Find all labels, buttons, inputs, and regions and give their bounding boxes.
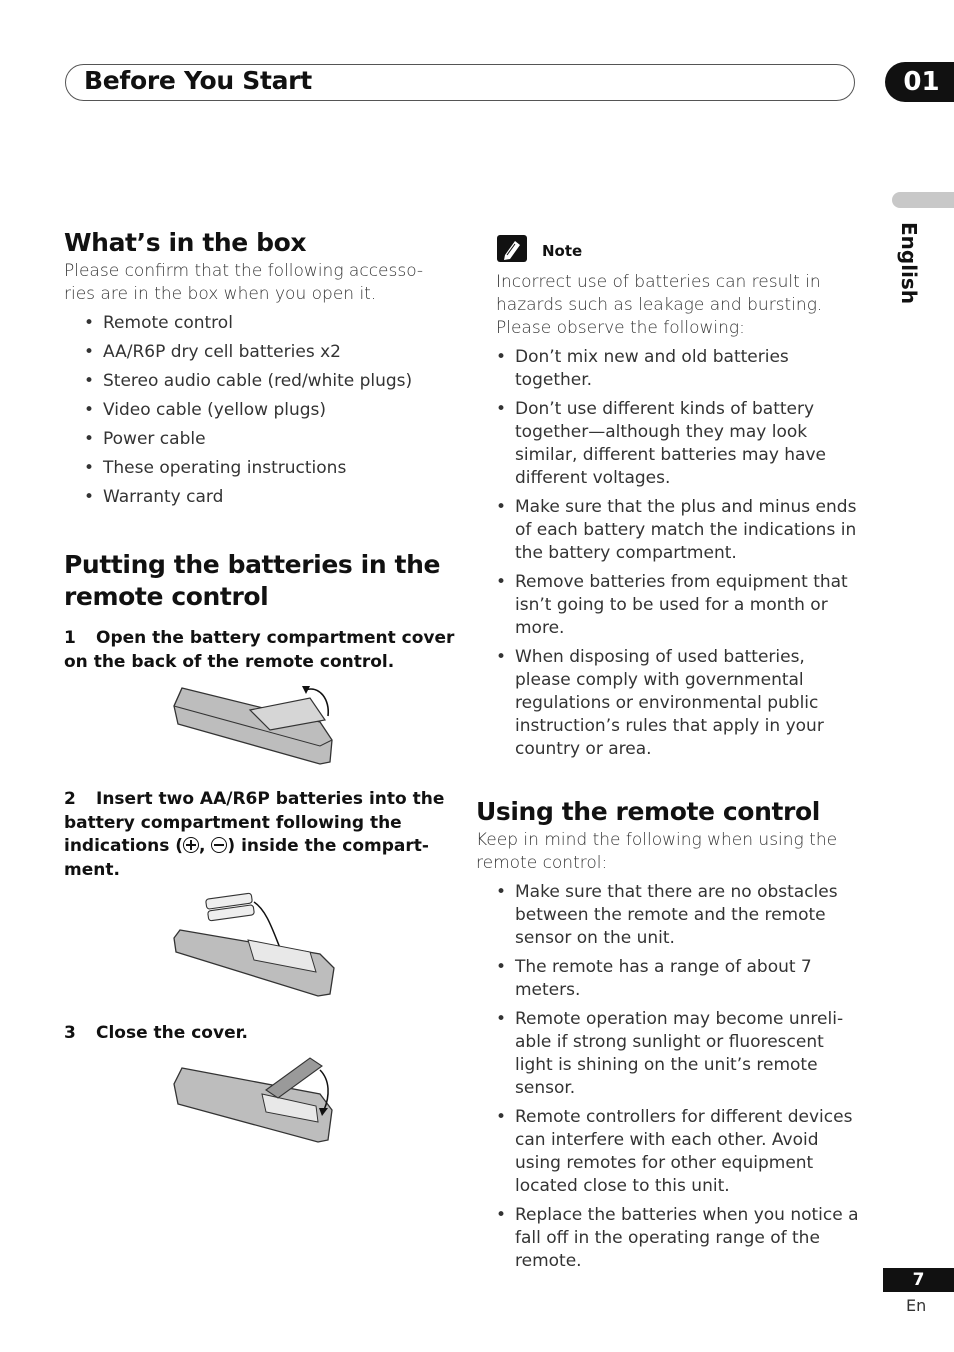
step-text: battery compartment following the [64, 812, 402, 833]
list-item: • Remove batteries from equipment that isn’t going to be used for a month or more. [496, 571, 856, 640]
list-item: • When disposing of used batteries, please comply with governmental regulations or environmental public instruction’s rules that apply in your country or area. [496, 646, 856, 761]
step-number: 1 [64, 628, 76, 648]
minus-symbol-icon [211, 837, 227, 853]
step-text: indications ( [64, 836, 184, 856]
heading-line: Putting the batteries in the [64, 550, 441, 579]
note-label: Note [542, 242, 583, 260]
list-item: • These operating instructions [84, 457, 412, 480]
heading-line: remote control [64, 582, 269, 611]
remote-open-cover-illustration [170, 680, 340, 770]
list-item: • Make sure that the plus and minus ends of each battery match the indications in the battery compartment. [496, 496, 856, 565]
step-number: 2 [64, 789, 76, 809]
language-code: En [906, 1296, 927, 1315]
remote-tips-list [496, 881, 859, 1273]
list-item: • Replace the batteries when you notice a fall off in the operating range of the remote. [496, 1204, 859, 1273]
list-item: • Remote controllers for different devices can interfere with each other. Avoid using remotes for other equipment located close to this unit. [496, 1106, 859, 1198]
note-pencil-icon [497, 235, 527, 262]
step-3 [64, 1022, 248, 1046]
remote-insert-batteries-illustration [170, 890, 340, 1000]
chapter-number-tab: 01 [885, 62, 954, 102]
step-text: Open the battery compartment cover [96, 628, 455, 648]
note-intro-line: Incorrect use of batteries can result in [496, 272, 821, 292]
box-intro [64, 260, 423, 306]
note-intro-line: Please observe the following: [496, 318, 745, 338]
step-text: Close the cover. [96, 1023, 249, 1043]
heading-whats-in-box: What’s in the box [64, 228, 307, 257]
step-2 [64, 788, 444, 882]
language-label: English [897, 222, 921, 305]
list-item: • Video cable (yellow plugs) [84, 399, 412, 422]
heading-putting-batteries [64, 549, 440, 613]
step-1 [64, 627, 454, 674]
list-item: • Make sure that there are no obstacles between the remote and the remote sensor on the unit. [496, 881, 859, 950]
list-item: • Power cable [84, 428, 412, 451]
step-text: on the back of the remote control. [64, 651, 395, 672]
language-tab-marker [892, 192, 954, 208]
list-item: • Remote operation may become unreli- able if strong sunlight or fluorescent light is shining on the unit’s remote sensor. [496, 1008, 859, 1100]
box-intro-line: Please confirm that the following accesso- [64, 261, 424, 281]
page-header-title: Before You Start [84, 66, 312, 95]
list-item: • Don’t use different kinds of battery together—although they may look similar, different batteries may have different voltages. [496, 398, 856, 490]
list-item: • Stereo audio cable (red/white plugs) [84, 370, 412, 393]
plus-symbol-icon [183, 837, 199, 853]
step-text: , [199, 836, 212, 856]
remote-close-cover-illustration [170, 1052, 340, 1147]
step-text: ) inside the compart- [227, 836, 429, 856]
step-number: 3 [64, 1023, 76, 1043]
list-item: • AA/R6P dry cell batteries x2 [84, 341, 412, 364]
note-intro [496, 271, 822, 340]
list-item: • Remote control [84, 312, 412, 335]
remote-intro-line: remote control: [476, 853, 608, 873]
box-contents-list [84, 312, 412, 509]
list-item: • Don’t mix new and old batteries together. [496, 346, 856, 392]
remote-intro-line: Keep in mind the following when using the [476, 830, 838, 850]
step-text: ment. [64, 859, 120, 880]
list-item: • Warranty card [84, 486, 412, 509]
box-intro-line: ries are in the box when you open it. [64, 284, 377, 304]
step-text: Insert two AA/R6P batteries into the [96, 789, 445, 809]
note-list [496, 346, 856, 761]
page-number: 7 [883, 1268, 954, 1292]
list-item: • The remote has a range of about 7 meters. [496, 956, 859, 1002]
note-intro-line: hazards such as leakage and bursting. [496, 295, 823, 315]
heading-using-remote: Using the remote control [476, 797, 820, 826]
remote-intro [476, 829, 837, 875]
